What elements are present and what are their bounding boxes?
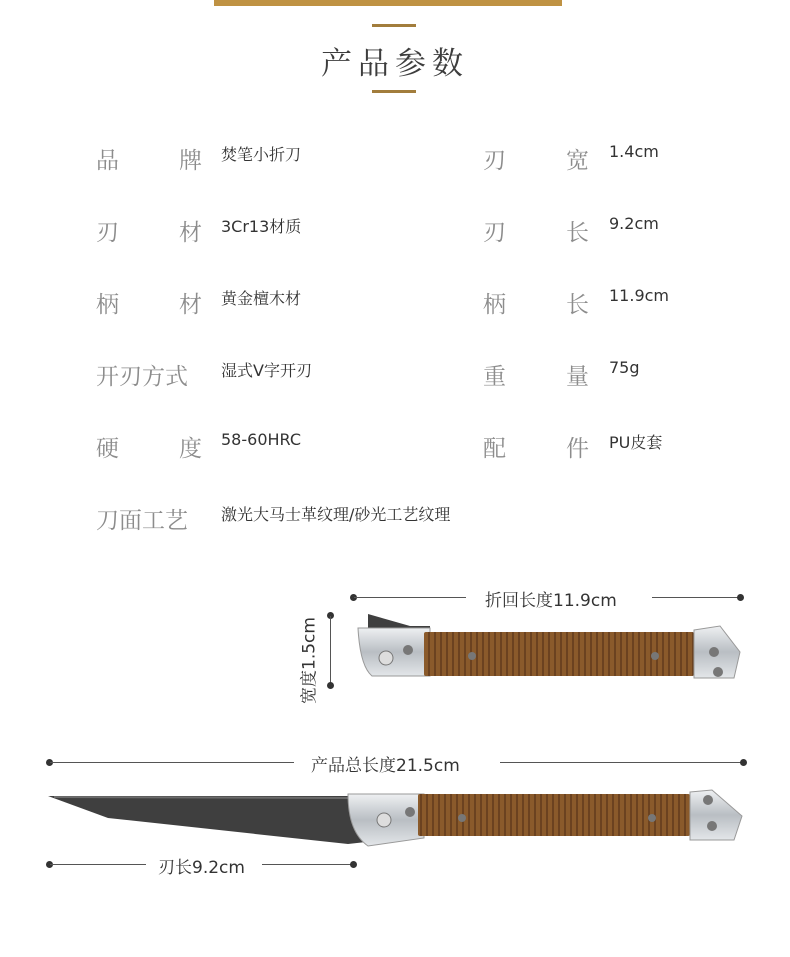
total-length-label: 产品总长度21.5cm [311, 756, 460, 776]
open-knife-image [48, 788, 748, 858]
dimension-dot [350, 861, 357, 868]
spec-value-blade-material: 3Cr13材质 [221, 217, 302, 236]
title-rule-top [372, 24, 416, 27]
section-title: 产品参数 [321, 46, 469, 82]
spec-label-char: 件 [566, 436, 589, 462]
top-banner-fragment [214, 0, 562, 6]
spec-label-blade-material [96, 214, 202, 247]
spec-label-char: 重 [483, 364, 506, 390]
spec-label-accessory [483, 430, 589, 463]
spec-label-char: 刃 [483, 220, 506, 246]
dimension-line [354, 597, 466, 598]
spec-label-char: 长 [566, 220, 589, 246]
spec-value-blade-length: 9.2cm [609, 214, 659, 233]
dimension-line [500, 762, 743, 763]
width-label: 宽度1.5cm [299, 617, 320, 704]
folded-knife-image [350, 606, 750, 686]
spec-label-char: 量 [566, 364, 589, 390]
spec-value-handle-length: 11.9cm [609, 286, 670, 305]
spec-value-blade-width: 1.4cm [609, 142, 659, 161]
spec-label-char: 品 [96, 148, 119, 174]
spec-label-brand [96, 142, 202, 175]
dimension-dot [327, 682, 334, 689]
title-rule-bottom [372, 90, 416, 93]
dimension-line [50, 864, 146, 865]
spec-label-char: 柄 [483, 292, 506, 318]
spec-label-char: 牌 [179, 148, 202, 174]
spec-value-hardness: 58-60HRC [221, 430, 302, 449]
folded-length-label: 折回长度11.9cm [485, 591, 617, 611]
spec-value-weight: 75g [609, 358, 640, 377]
spec-label-char: 长 [566, 292, 589, 318]
dimension-dot [740, 759, 747, 766]
dimension-line [262, 864, 354, 865]
spec-label-char: 刃 [96, 220, 119, 246]
spec-label-char: 材 [179, 220, 202, 246]
spec-label-surface: 刀面工艺 [96, 508, 188, 534]
spec-value-handle-material: 黄金檀木材 [221, 289, 302, 308]
dimension-dot [737, 594, 744, 601]
spec-value-edge-method: 湿式V字开刃 [221, 361, 312, 380]
blade-length-label: 刃长9.2cm [158, 858, 245, 878]
spec-value-surface: 激光大马士革纹理/砂光工艺纹理 [221, 505, 451, 524]
spec-label-char: 配 [483, 436, 506, 462]
spec-value-brand: 焚笔小折刀 [221, 145, 302, 164]
spec-label-char: 硬 [96, 436, 119, 462]
spec-label-handle-material [96, 286, 202, 319]
spec-label-char: 宽 [566, 148, 589, 174]
spec-label-edge-method: 开刃方式 [96, 364, 188, 390]
spec-label-char: 材 [179, 292, 202, 318]
spec-label-char: 柄 [96, 292, 119, 318]
dimension-line [652, 597, 740, 598]
dimension-line [50, 762, 294, 763]
spec-label-blade-width [483, 142, 589, 175]
spec-label-hardness [96, 430, 202, 463]
spec-label-char: 度 [179, 436, 202, 462]
spec-label-char: 刃 [483, 148, 506, 174]
dimension-line [330, 616, 331, 684]
spec-value-accessory: PU皮套 [609, 433, 663, 452]
spec-label-blade-length [483, 214, 589, 247]
spec-label-weight [483, 358, 589, 391]
spec-label-handle-length [483, 286, 589, 319]
